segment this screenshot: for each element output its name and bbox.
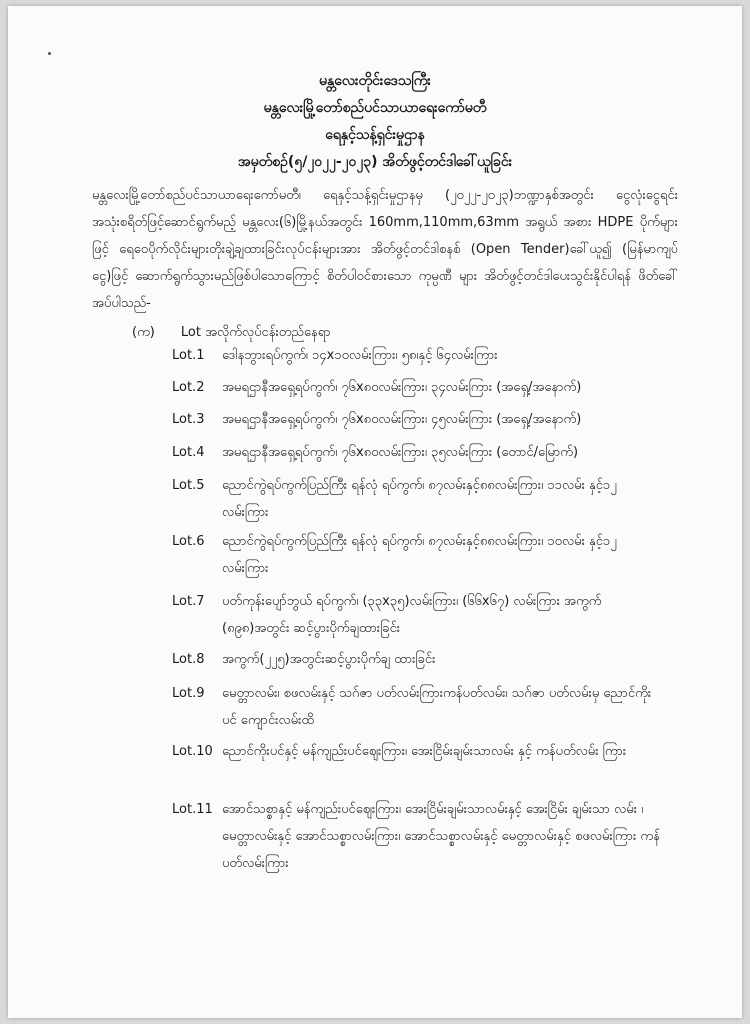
document-header [8, 68, 742, 176]
lot-description: ညောင်ကွဲရပ်ကွက်ပြည်ကြီး ရန်လုံ ရပ်ကွက်၊ ၈၇လမ်းနှင့်၈၈လမ်းကြား၊ ၁၀လမ်း နှင့်၁၂ လမ်းကြား [222, 534, 617, 576]
lot-code: Lot.3 [172, 412, 205, 427]
header-line-1: မန္တလေးတိုင်းဒေသကြီး [319, 73, 431, 89]
lot-description: ညောင်ကိုးပင်နှင့် မန်ကျည်းပင်ဈေးကြား၊ အေးငြိမ်းချမ်းသာလမ်း နှင့် ကန်ပတ်လမ်း ကြား [222, 744, 627, 759]
lot-description: ဒေါနဘွားရပ်ကွက်၊ ၁၄x၁၀လမ်းကြား၊ ၅၈၊နှင့် ၆၄လမ်းကြား [222, 348, 498, 363]
section-title: Lot အလိုက်လုပ်ငန်းတည်နေရာ [180, 325, 331, 340]
header-line-4: အမှတ်စဉ်(၅/၂၀၂၂-၂၀၂၃) အိတ်ဖွင့်တင်ဒါခေါ်ယူခြင်း [237, 154, 513, 170]
lot-code: Lot.8 [172, 652, 205, 667]
lot-code: Lot.7 [172, 594, 205, 609]
lot-code: Lot.5 [172, 478, 205, 493]
lot-code: Lot.4 [172, 445, 205, 460]
lot-code: Lot.10 [172, 744, 213, 759]
section-marker: (က) [132, 325, 155, 340]
lot-code: Lot.9 [172, 686, 205, 701]
lot-description: အောင်သစ္စာနှင့် မန်ကျည်းပင်ဈေးကြား၊ အေးငြိမ်းချမ်းသာလမ်းနှင့် အေးငြိမ်း ချမ်းသာ လမ်း ၊ မေတ္တာလမ်းနှင့် အောင်သစ္စာလမ်းကြား၊ အောင်သစ္စာလမ်းနှင့် မေတ္တာလမ်းနှင့် စဖလမ်းကြား ကန်ပတ်လမ်းကြား [222, 802, 660, 871]
lot-description: အမရဌာနီအရှေ့ရပ်ကွက်၊ ၇၆x၈၀လမ်းကြား၊ ၃၄လမ်းကြား (အရှေ့/အနောက်) [222, 380, 582, 395]
lot-description: ညောင်ကွဲရပ်ကွက်ပြည်ကြီး ရန်လုံ ရပ်ကွက်၊ ၈၇လမ်းနှင့်၈၈လမ်းကြား၊ ၁၁လမ်း နှင့်၁၂ လမ်းကြား [222, 478, 617, 520]
lot-description: ပတ်ကုန်းပျော်ဘွယ် ရပ်ကွက်၊ (၃၃x၃၅)လမ်းကြား၊ (၆၆x၆၇) လမ်းကြား အကွက် (၈၉၈)အတွင်း ဆင့်ပွားပိုက်ချထားခြင်း [222, 594, 602, 636]
header-line-2: မန္တလေးမြို့တော်စည်ပင်သာယာရေးကော်မတီ [263, 100, 487, 116]
section-heading [132, 324, 331, 343]
lot-code: Lot.11 [172, 802, 213, 817]
lot-description: မေတ္တာလမ်း၊ စဖလမ်းနှင့် သဂ်ဇာ ပတ်လမ်းကြားကန်ပတ်လမ်း၊ သဂ်ဇာ ပတ်လမ်းမှ ညောင်ကိုးပင် ကျောင်းလမ်းထိ [222, 686, 652, 728]
document-page [8, 6, 742, 1018]
scan-speck [48, 52, 51, 55]
intro-paragraph: မန္တလေးမြို့တော်စည်ပင်သာယာရေးကော်မတီ၊ ရေနှင့်သန့်ရှင်းမှုဌာနမှ (၂၀၂၂-၂၀၂၃)ဘဏ္ဍာနှစ်အတွင်း ငွေလုံးငွေရင်းအသုံးစရိတ်ဖြင့်ဆောင်ရွက်မည့် မန္တလေး(၆)မြို့နယ်အတွင်း 160mm,110mm,63mm အရွယ် အစား HDPE ပိုက်များဖြင့် ရေဝေပိုက်လိုင်းများတိုးချဲ့ချထားခြင်းလုပ်ငန်းများအား အိတ်ဖွင့်တင်ဒါစနစ် (Open Tender)ခေါ်ယူ၍ (မြန်မာကျပ်ငွေ)ဖြင့် ဆောက်ရွက်သွားမည်ဖြစ်ပါသောကြောင့် စိတ်ပါဝင်စားသော ကုမ္ပဏီ များ အိတ်ဖွင့်တင်ဒါပေးသွင်းနိုင်ပါရန် ဖိတ်ခေါ်အပ်ပါသည်- [92, 188, 678, 311]
lot-description: အမရဌာနီအရှေ့ရပ်ကွက်၊ ၇၆x၈၀လမ်းကြား၊ ၄၅လမ်းကြား (အရှေ့/အနောက်) [222, 412, 582, 427]
header-line-3: ရေနှင့်သန့်ရှင်းမှုဌာန [325, 127, 425, 143]
lot-code: Lot.2 [172, 380, 205, 395]
lot-description: အမရဌာနီအရှေ့ရပ်ကွက်၊ ၇၆x၈၀လမ်းကြား၊ ၃၅လမ်းကြား (တောင်/မြောက်) [222, 445, 579, 460]
lot-description: အကွက်(၂၂၅)အတွင်းဆင့်ပွားပိုက်ချ ထားခြင်း [222, 652, 436, 667]
lot-code: Lot.6 [172, 534, 205, 549]
lot-code: Lot.1 [172, 348, 205, 363]
